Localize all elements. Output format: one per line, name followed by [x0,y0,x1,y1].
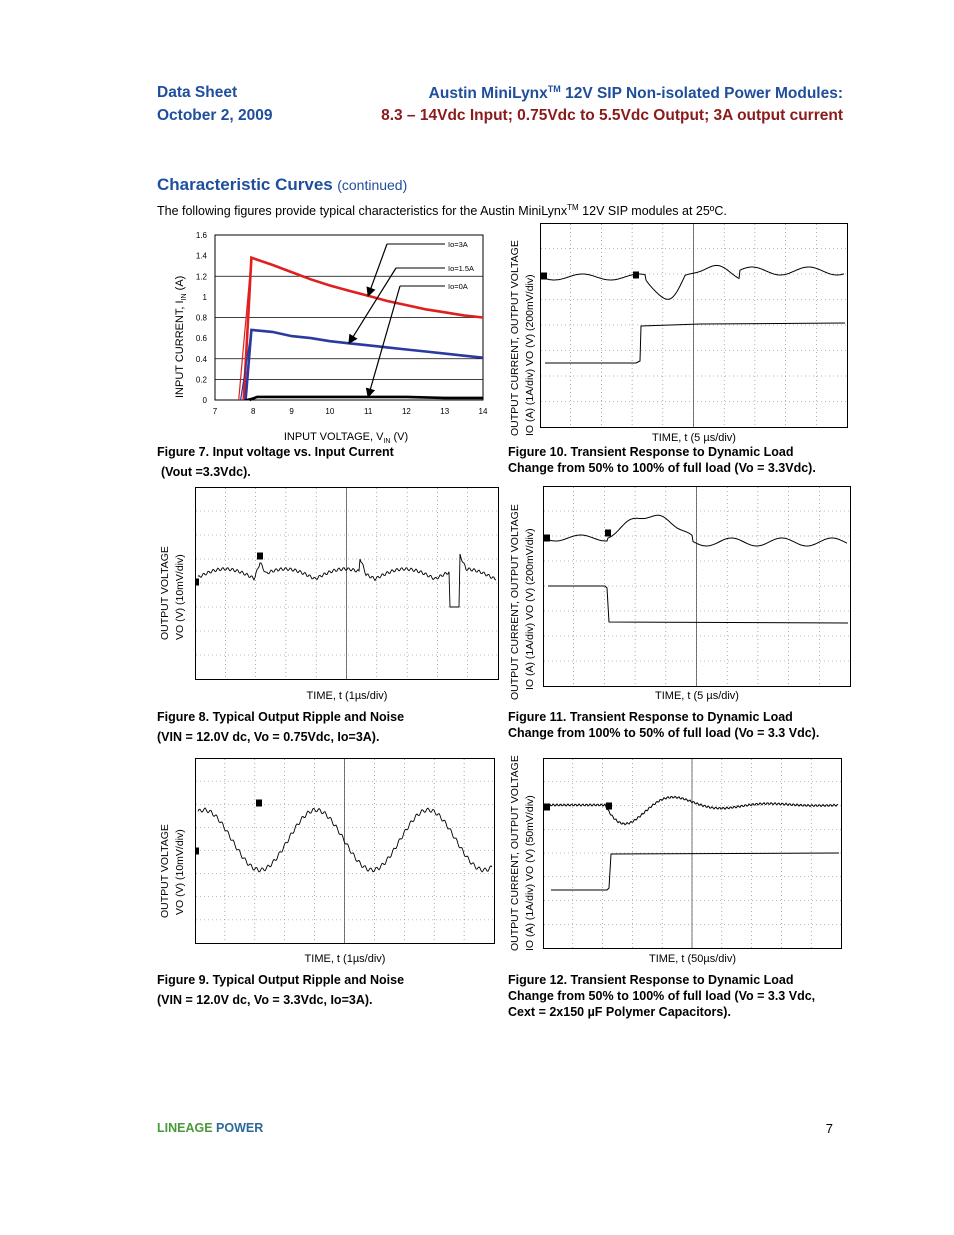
fig7-ytick-label: 1.6 [195,231,207,240]
fig8-scope-trace [195,487,499,680]
fig11-ylabel-2: IO (A) (1A/div) VO (V) (200mV/div) [524,528,536,690]
fig7-ytick-label: 0.4 [195,354,207,364]
fig7-xtick-label: 9 [289,407,294,416]
section-intro: The following figures provide typical characteristics for the Austin MiniLynx™ 12V SIP modules at 25ºC. [157,203,727,219]
fig9-channel-marker [195,848,199,855]
fig7-ytick-label: 1 [202,292,207,302]
fig7-annotation-arrow [368,286,400,397]
fig7-ytick-label: 1.2 [195,272,207,282]
section-heading: Characteristic Curves (continued) [157,175,408,194]
fig7-caption-line1: Figure 7. Input voltage vs. Input Current [157,445,394,459]
fig9-caption-line1: Figure 9. Typical Output Ripple and Noise [157,973,405,987]
header-product-title: Austin MiniLynx™ 12V SIP Non-isolated Power Modules: [428,84,843,103]
footer-page-number: 7 [825,1121,833,1136]
fig7-ytick-label: 0.8 [195,313,207,323]
fig7-series-line-sweep [241,330,483,400]
fig11-trigger-marker [605,530,611,537]
fig12-ylabel-1: OUTPUT CURRENT, OUTPUT VOLTAGE [509,755,521,951]
fig12-caption-line2: Change from 50% to 100% of full load (Vo = 3.3 Vdc, [508,989,816,1003]
fig12-scope-trace [543,758,842,949]
fig12-xlabel: TIME, t (50µs/div) [648,953,737,965]
fig10-ylabel-2: IO (A) (1A/div) VO (V) (200mV/div) [524,274,536,436]
fig7-series-label: Io=0A [448,282,468,291]
fig10-ylabel-1: OUTPUT CURRENT, OUTPUT VOLTAGE [509,240,521,436]
fig8-caption-line2: (VIN = 12.0V dc, Vo = 0.75Vdc, Io=3A). [157,730,380,744]
fig9-scope-trace [195,758,495,944]
fig7-annotation-arrow [349,268,396,343]
fig7-ytick-label: 1.4 [195,251,207,261]
fig12-channel-marker [544,804,550,811]
fig9-screen-frame [196,759,495,944]
fig7-xlabel: INPUT VOLTAGE, $V_{IN}$ (V) [283,431,409,446]
fig11-ylabel-1: OUTPUT CURRENT, OUTPUT VOLTAGE [509,504,521,700]
fig8-caption-line1: Figure 8. Typical Output Ripple and Noise [157,710,405,724]
fig12-caption-line3: Cext = 2x150 µF Polymer Capacitors). [508,1005,731,1019]
fig7-xtick-label: 12 [401,407,411,416]
fig7-series-line [246,330,483,400]
fig10-scope-trace [540,223,848,428]
fig8-xlabel: TIME, t (1µs/div) [306,690,388,702]
header-product-spec: 8.3 – 14Vdc Input; 0.75Vdc to 5.5Vdc Output; 3A output current [381,107,843,124]
fig8-ylabel-1: OUTPUT VOLTAGE [159,546,171,640]
fig11-caption-line1: Figure 11. Transient Response to Dynamic Load [508,710,793,724]
fig10-xlabel: TIME, t (5 µs/div) [652,432,736,444]
fig8-screen-frame [196,488,499,680]
fig11-channel-marker [544,535,550,542]
fig7-xtick-label: 8 [251,407,256,416]
fig7-xtick-label: 11 [363,407,373,416]
fig9-caption-line2: (VIN = 12.0V dc, Vo = 3.3Vdc, Io=3A). [157,993,373,1007]
fig8-trigger-marker [257,553,263,560]
fig12-trigger-marker [606,803,612,810]
fig10-caption-line1: Figure 10. Transient Response to Dynamic Load [508,445,794,459]
fig7-ytick-label: 0 [202,396,207,405]
fig7-caption-line2: (Vout =3.3Vdc). [161,465,251,479]
fig7-ytick-label: 0.2 [195,375,207,385]
fig10-trigger-marker [633,272,639,279]
fig10-caption-line2: Change from 50% to 100% of full load (Vo = 3.3Vdc). [508,461,816,475]
fig11-scope-trace [543,486,851,687]
header-doc-type: Data Sheet [157,84,238,101]
footer-brand-logo: LINEAGE POWER [157,1121,264,1135]
fig7-series-label: Io=3A [448,240,468,249]
fig7-xtick-label: 14 [478,407,488,416]
fig9-ylabel-1: OUTPUT VOLTAGE [159,824,171,918]
fig7-input-current-chart [190,225,495,420]
fig11-xlabel: TIME, t (5 µs/div) [655,690,739,702]
fig7-xtick-label: 10 [325,407,335,416]
fig7-series-line [244,258,483,400]
fig8-ylabel-2: VO (V) (10mV/div) [174,554,186,640]
fig12-ylabel-2: IO (A) (1A/div) VO (V) (50mV/div) [524,795,536,951]
fig7-series-label: Io=1.5A [448,264,475,273]
fig7-xtick-label: 13 [440,407,450,416]
fig9-ylabel-2: VO (V) (10mV/div) [174,829,186,915]
header-date: October 2, 2009 [157,107,273,124]
fig7-xtick-label: 7 [212,407,218,416]
fig9-xlabel: TIME, t (1µs/div) [304,953,386,965]
fig11-caption-line2: Change from 100% to 50% of full load (Vo = 3.3 Vdc). [508,726,820,740]
fig7-ylabel: INPUT CURRENT, $I_{IN}$ (A) [174,275,189,398]
fig12-caption-line1: Figure 12. Transient Response to Dynamic Load [508,973,794,987]
fig7-ytick-label: 0.6 [195,334,207,344]
fig7-series-line-sweep [239,258,483,400]
fig10-channel-marker [541,273,547,280]
fig10-screen-frame [541,224,848,428]
fig8-channel-marker [195,579,199,586]
fig9-trigger-marker [256,800,262,807]
